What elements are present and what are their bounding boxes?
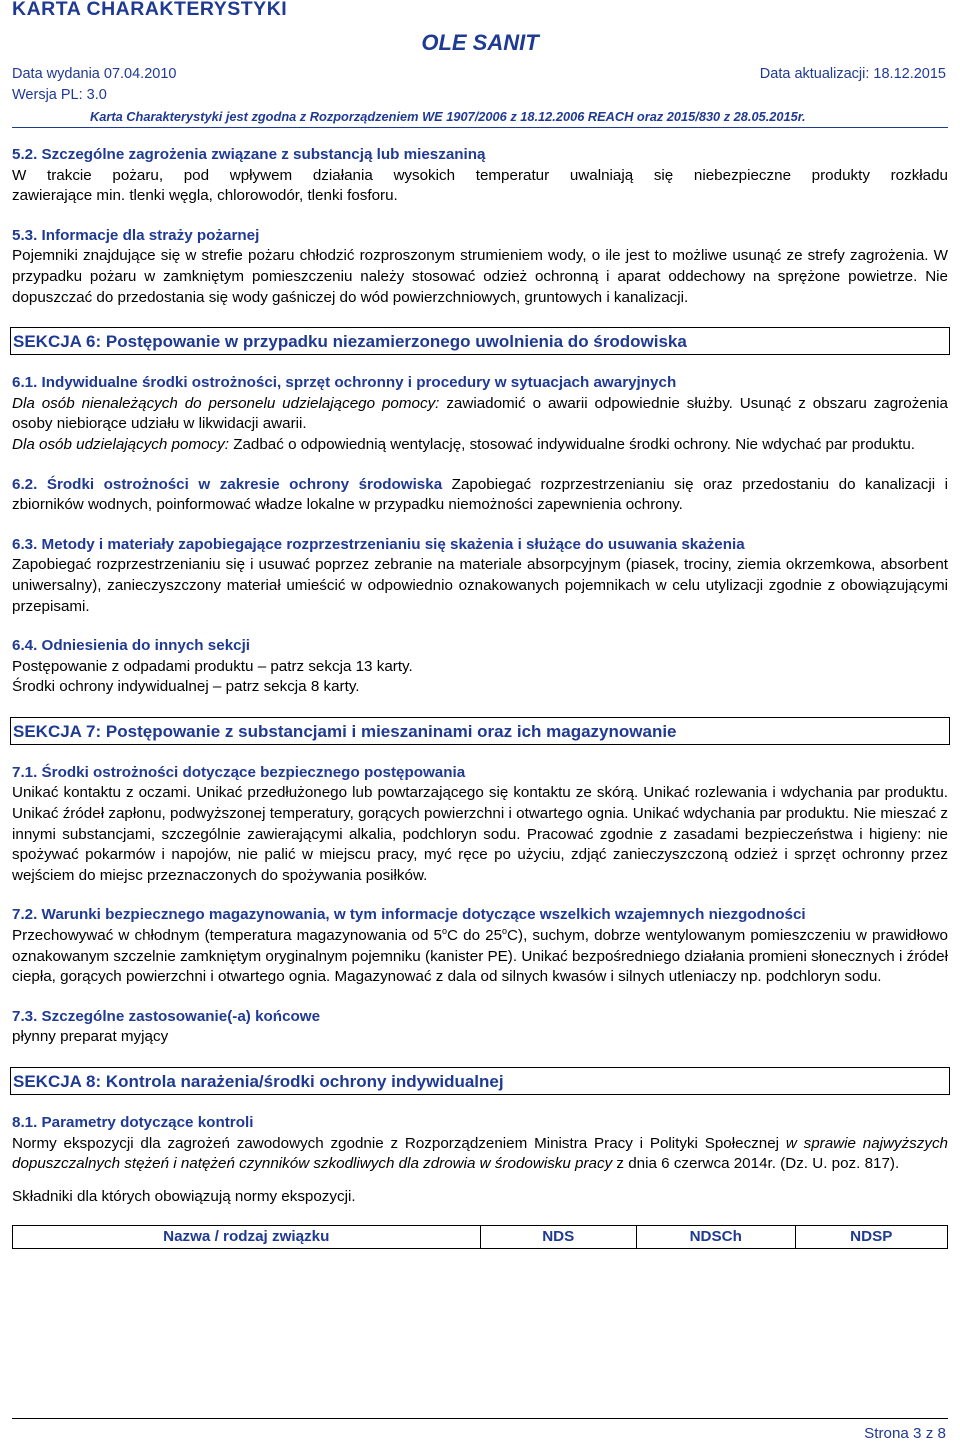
regulation-title: w sprawie najwyższych dopuszczalnych stężeń i natężeń czynników szkodliwych dla zdrowia w środowisku pracy [12, 1134, 948, 1173]
section-7-1 [12, 763, 948, 887]
paragraph: Unikać kontaktu z oczami. Unikać przedłużonego lub powtarzającego się kontaktu ze skórą. Unikać rozlewania i wdychania par produktu. Unikać źródeł zapłonu, podwyższonej temperatury, gorących powierzchni i otwartego ognia. Unikać wdychania par produktu. Nie mieszać z innymi substancjami, szczególnie zawierającymi alkalia, podchloryn sodu. Pracować zgodnie z zasadami bezpieczeństwa i higieny: nie spożywać pokarmów i napojów, nie palić w miejscu pracy, myć ręce po użyciu, zdjąć zanieczyszczoną odzież i sprzęt ochronny przez wejściem do miejsc przeznaczonych do spożywania posiłków. [12, 784, 948, 884]
section-6-title: SEKCJA 6: Postępowanie w przypadku niezamierzonego uwolnienia do środowiska [10, 327, 950, 355]
table-header-cell: NDSCh [637, 1226, 796, 1248]
paragraph [12, 475, 948, 516]
section-heading: 5.3. Informacje dla straży pożarnej [12, 226, 260, 244]
compliance-note: Karta Charakterystyki jest zgodna z Rozporządzeniem WE 1907/2006 z 18.12.2006 REACH oraz 2015/830 z 28.05.2015r. [90, 109, 806, 124]
body-text: C do 25 [447, 927, 503, 945]
section-8-1 [12, 1113, 948, 1207]
paragraph [12, 1134, 948, 1175]
body-text: zawiadomić o awarii odpowiednie służby. Usunąć z obszaru zagrożenia osoby niebiorące udziału w likwidacji awarii. [12, 394, 948, 433]
section-heading: 5.2. Szczególne zagrożenia związane z substancją lub mieszaniną [12, 146, 486, 163]
section-5-2 [12, 145, 948, 207]
paragraph [12, 926, 948, 988]
section-heading: 6.1. Indywidualne środki ostrożności, sprzęt ochronny i procedury w sytuacjach awaryjnych [12, 374, 677, 392]
section-6-3 [12, 535, 948, 617]
document-content [12, 145, 948, 1249]
paragraph [12, 435, 948, 456]
paragraph: Pojemniki znajdujące się w strefie pożaru chłodzić rozproszonym strumieniem wody, o ile jest to możliwe usunąć ze strefy zagrożenia. W przypadku pożaru w zamkniętym pomieszczeniu należy stosować odzież ochronną i aparat oddechowy na sprężone powietrze. Nie dopuszczać do przedostania się wody gaśniczej do wód powierzchniowych, gruntowych i kanalizacji. [12, 247, 948, 306]
superscript: o [442, 926, 448, 937]
page-number: Strona 3 z 8 [864, 1425, 946, 1442]
body-text: C), suchym, dobrze wentylowanym pomieszczeniu w prawidłowo oznakowanym szczelnie zamkniętym oryginalnym pojemniku (kanister PE). Unikać bezpośredniego działania promieni słonecznych i źródeł ciepła, gorących powierzchni i otwartego ognia. Magazynować z dala od silnych kwasów i silnych utleniaczy np. podchloryn sodu. [12, 927, 948, 986]
section-7-3 [12, 1007, 948, 1048]
section-7-title: SEKCJA 7: Postępowanie z substancjami i mieszaninami oraz ich magazynowanie [10, 717, 950, 745]
document-title: KARTA CHARAKTERYSTYKI [12, 0, 288, 20]
lead-text: Dla osób nienależących do personelu udzielającego pomocy: [12, 394, 440, 412]
exposure-table-header [12, 1225, 948, 1249]
section-5-3 [12, 226, 948, 308]
paragraph: zawierające min. tlenki węgla, chlorowodór, tlenki fosforu. [12, 187, 398, 205]
header-dates [12, 64, 946, 85]
section-heading: 6.2. Środki ostrożności w zakresie ochrony środowiska [12, 475, 443, 493]
body-text: Normy ekspozycji dla zagrożeń zawodowych zgodnie z Rozporządzeniem Ministra Pracy i Polityki Społecznej [12, 1134, 786, 1152]
section-heading: 7.3. Szczególne zastosowanie(-a) końcowe [12, 1007, 321, 1025]
lead-text: Dla osób udzielających pomocy: [12, 435, 229, 453]
paragraph: Zapobiegać rozprzestrzenianiu się i usuwać poprzez zebranie na materiale absorpcyjnym (piasek, trociny, ziemia okrzemkowa, absorbent uniwersalny), zanieczyszczony materiał umieścić w odpowiednio oznakowanych pojemnikach w celu utylizacji zgodnie z obowiązującymi przepisami. [12, 556, 948, 615]
paragraph [12, 394, 948, 435]
paragraph: płynny preparat myjący [12, 1028, 169, 1046]
footer-divider [12, 1418, 948, 1419]
section-heading: 6.4. Odniesienia do innych sekcji [12, 637, 251, 655]
table-header-cell: NDSP [850, 1228, 893, 1246]
table-header-cell: NDS [481, 1226, 638, 1248]
body-text: Zadbać o odpowiednią wentylację, stosować indywidualne środki ochrony. Nie wdychać par produktu. [228, 435, 916, 453]
table-header-cell: Nazwa / rodzaj związku [13, 1226, 481, 1248]
section-heading: 8.1. Parametry dotyczące kontroli [12, 1114, 254, 1131]
paragraph: Składniki dla których obowiązują normy ekspozycji. [12, 1187, 356, 1205]
paragraph: W trakcie pożaru, pod wpływem działania wysokich temperatur uwalniają się niebezpieczne produkty rozkładu [12, 166, 948, 184]
section-heading: 6.3. Metody i materiały zapobiegające rozprzestrzenianiu się skażenia i służące do usuwania skażenia [12, 535, 745, 553]
section-6-1 [12, 373, 948, 455]
section-heading: 7.2. Warunki bezpiecznego magazynowania, w tym informacje dotyczące wszelkich wzajemnych niezgodności [12, 906, 806, 924]
body-text: z dnia 6 czerwca 2014r. (Dz. U. poz. 817). [612, 1155, 900, 1173]
version: Wersja PL: 3.0 [12, 87, 107, 103]
section-6-2 [12, 475, 948, 516]
superscript: o [502, 926, 508, 937]
section-6-4 [12, 636, 948, 698]
section-8-title: SEKCJA 8: Kontrola narażenia/środki ochrony indywidualnej [10, 1067, 950, 1095]
issue-date: Data wydania 07.04.2010 [12, 66, 177, 82]
header-version [12, 85, 946, 124]
body-text: Zapobiegać rozprzestrzenianiu się oraz przedostaniu do kanalizacji i zbiorników wodnych, poinformować władze lokalne w przypadku niemożności zapewnienia ochrony. [12, 475, 948, 514]
body-text: Przechowywać w chłodnym (temperatura magazynowania od 5 [12, 927, 443, 945]
section-7-2 [12, 905, 948, 987]
update-date: Data aktualizacji: 18.12.2015 [759, 66, 946, 82]
paragraph: Postępowanie z odpadami produktu – patrz sekcja 13 karty. [12, 657, 413, 675]
paragraph: Środki ochrony indywidualnej – patrz sekcja 8 karty. [12, 678, 360, 696]
section-heading: 7.1. Środki ostrożności dotyczące bezpiecznego postępowania [12, 763, 466, 781]
header-divider [12, 127, 948, 128]
product-name: OLE SANIT [421, 30, 539, 55]
